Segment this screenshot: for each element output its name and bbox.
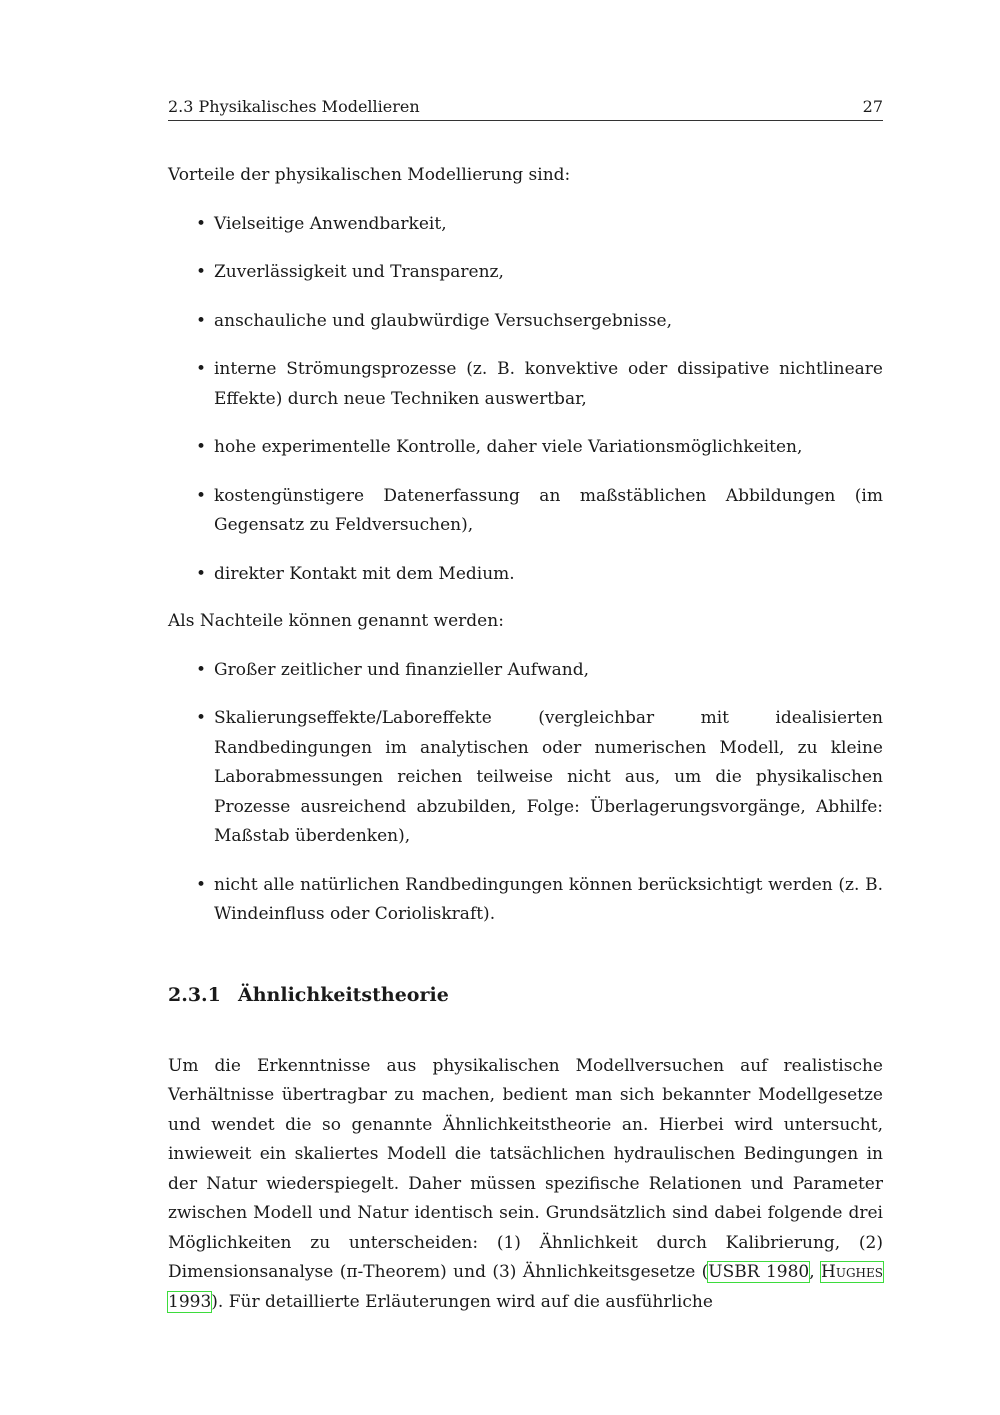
list-item bbox=[168, 258, 883, 288]
list-item-text: Zuverlässigkeit und Transparenz, bbox=[214, 262, 504, 282]
bullet-icon: • bbox=[196, 563, 207, 584]
bullet-icon: • bbox=[196, 213, 207, 234]
list-item-text: anschauliche und glaubwürdige Versuchsergebnisse, bbox=[214, 310, 673, 331]
citation-link-usbr[interactable]: USBR 1980 bbox=[708, 1262, 810, 1282]
citation-author: Hughes bbox=[821, 1262, 884, 1282]
disadvantages-list bbox=[168, 656, 883, 930]
bullet-icon: • bbox=[196, 485, 207, 506]
list-item bbox=[168, 355, 883, 414]
bullet-icon: • bbox=[196, 708, 207, 728]
advantages-list bbox=[168, 210, 883, 590]
section-number: 2.3.1 bbox=[168, 983, 221, 1006]
section-body-paragraph bbox=[168, 1052, 883, 1318]
running-header-section: 2.3 Physikalisches Modellieren bbox=[168, 97, 420, 116]
list-item bbox=[168, 704, 883, 852]
list-item bbox=[168, 560, 883, 590]
section-title: Ähnlichkeitstheorie bbox=[238, 983, 449, 1006]
list-item bbox=[168, 871, 883, 930]
list-item-text: kostengünstigere Datenerfassung an maßstäblichen Abbildungen (im Gegensatz zu Feldversuchen), bbox=[214, 485, 883, 535]
list-item-text: interne Strömungsprozesse (z. B. konvektive oder dissipative nichtlineare Effekte) durch neue Techniken auswertbar, bbox=[214, 359, 883, 409]
disadvantages-intro: Als Nachteile können genannt werden: bbox=[168, 611, 504, 631]
citation-separator: , bbox=[809, 1262, 822, 1282]
body-text-continued: ). Für detaillierte Erläuterungen wird auf die ausführliche bbox=[211, 1291, 713, 1312]
list-item-text: Skalierungseffekte/Laboreffekte (vergleichbar mit idealisierten Randbedingungen im analytischen oder numerischen Modell, zu kleine Laborabmessungen reichen teilweise nicht aus, um die physikalischen Prozesse ausreichend abzubilden, Folge: Überlagerungsvorgänge, Abhilfe: Maßstab überdenken), bbox=[214, 708, 883, 846]
list-item-text: Vielseitige Anwendbarkeit, bbox=[214, 213, 447, 234]
list-item bbox=[168, 307, 883, 337]
list-item-text: direkter Kontakt mit dem Medium. bbox=[214, 563, 515, 584]
bullet-icon: • bbox=[196, 659, 207, 680]
list-item bbox=[168, 482, 883, 541]
list-item bbox=[168, 656, 883, 686]
bullet-icon: • bbox=[196, 359, 207, 379]
list-item bbox=[168, 433, 883, 463]
list-item bbox=[168, 210, 883, 240]
list-item-text: nicht alle natürlichen Randbedingungen können berücksichtigt werden (z. B. Windeinfluss oder Corioliskraft). bbox=[214, 874, 883, 924]
advantages-intro: Vorteile der physikalischen Modellierung sind: bbox=[168, 165, 571, 185]
running-header bbox=[168, 96, 883, 121]
bullet-icon: • bbox=[196, 437, 207, 457]
list-item-text: hohe experimentelle Kontrolle, daher viele Variationsmöglichkeiten, bbox=[214, 437, 803, 457]
body-text: Um die Erkenntnisse aus physikalischen Modellversuchen auf realistische Verhältnisse übertragbar zu machen, bedient man sich bekannter Modellgesetze und wendet die so genannte Ähnlichkeitstheorie an. Hierbei wird untersucht, inwieweit ein skaliertes Modell die tatsächlichen hydraulischen Bedingungen in der Natur wiederspiegelt. Daher müssen spezifische Relationen und Parameter zwischen Modell und Natur identisch sein. Grundsätzlich sind dabei folgende drei Möglichkeiten zu unterscheiden: (1) Ähnlichkeit durch Kalibrierung, (2) Dimensionsanalyse (π-Theorem) und (3) Ähnlichkeitsgesetze ( bbox=[168, 1055, 883, 1282]
bullet-icon: • bbox=[196, 262, 207, 282]
list-item-text: Großer zeitlicher und finanzieller Aufwand, bbox=[214, 659, 590, 680]
page-number: 27 bbox=[862, 97, 883, 116]
bullet-icon: • bbox=[196, 874, 207, 895]
section-heading bbox=[168, 982, 883, 1008]
bullet-icon: • bbox=[196, 310, 207, 331]
citation-year: 1993 bbox=[168, 1291, 212, 1312]
document-page bbox=[168, 96, 883, 1317]
